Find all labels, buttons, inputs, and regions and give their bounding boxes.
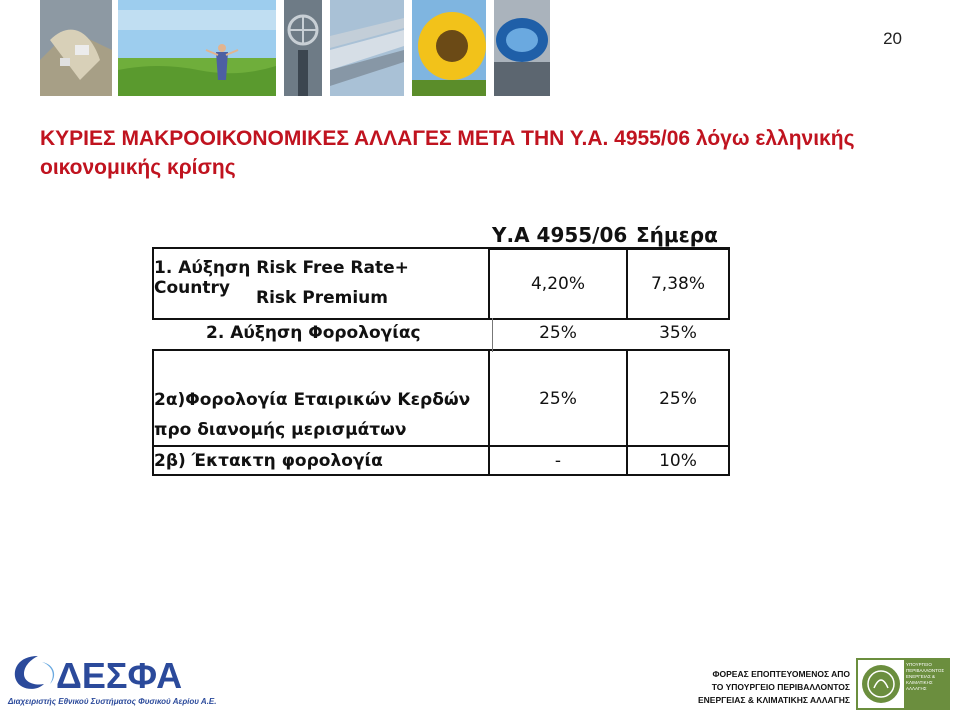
title-line-2: οικονομικής κρίσης bbox=[40, 156, 236, 179]
page-title bbox=[40, 124, 920, 182]
row-label: προ διανομής μερισμάτων bbox=[154, 420, 407, 440]
table-rule bbox=[728, 351, 730, 475]
aerial-facility-photo bbox=[40, 0, 112, 96]
table-rule bbox=[728, 247, 730, 319]
value-today: 25% bbox=[659, 389, 697, 409]
value-today: 7,38% bbox=[650, 274, 705, 294]
row-label: 2β) Έκτακτη φορολογία bbox=[154, 451, 383, 471]
column-header-ya: Υ.Α 4955/06 bbox=[492, 223, 628, 247]
sunflower-photo bbox=[412, 0, 486, 96]
value-ya: 4,20% bbox=[530, 274, 585, 294]
desfa-swirl-icon bbox=[15, 656, 44, 689]
table-rule bbox=[152, 349, 730, 351]
value-ya: 25% bbox=[539, 389, 577, 409]
row-label: 1. Αύξηση Risk Free Rate+ Country bbox=[154, 258, 409, 298]
valve-wheel-photo bbox=[284, 0, 322, 96]
pipelines-photo bbox=[330, 0, 404, 96]
gas-flame-burner-photo bbox=[494, 0, 550, 96]
supervisor-line-1: ΦΟΡΕΑΣ ΕΠΟΠΤΕΥΟΜΕΝΟΣ ΑΠΟ bbox=[712, 669, 850, 679]
column-header-today: Σήμερα bbox=[636, 223, 718, 247]
title-line-1: ΚΥΡΙΕΣ ΜΑΚΡΟΟΙΚΟΝΟΜΙΚΕΣ ΑΛΛΑΓΕΣ ΜΕΤΑ ΤΗΝ Υ.Α. 4955/06 λόγω ελληνικής bbox=[40, 127, 855, 150]
header-photo-strip bbox=[40, 0, 550, 96]
comparison-table bbox=[152, 223, 732, 483]
row-label: 2. Αύξηση Φορολογίας bbox=[206, 323, 421, 343]
person-in-field-photo bbox=[118, 0, 276, 96]
supervisor-line-2: ΤΟ ΥΠΟΥΡΓΕΙΟ ΠΕΡΙΒΑΛΛΟΝΤΟΣ bbox=[711, 682, 850, 692]
desfa-wordmark: ΔΕΣΦΑ bbox=[56, 655, 183, 696]
desfa-subtitle: Διαχειριστής Εθνικού Συστήματος Φυσικού Αερίου Α.Ε. bbox=[8, 697, 217, 706]
value-ya: - bbox=[554, 451, 562, 471]
table-rule bbox=[152, 318, 730, 320]
value-ya: 25% bbox=[539, 323, 577, 343]
row-label: Risk Premium bbox=[256, 288, 388, 308]
table-rule bbox=[152, 445, 730, 447]
value-today: 10% bbox=[659, 451, 697, 471]
table-rule bbox=[488, 249, 730, 250]
value-today: 35% bbox=[659, 323, 697, 343]
row-label: 2α)Φορολογία Εταιρικών Κερδών bbox=[154, 390, 471, 410]
ministry-logo-text: ΥΠΟΥΡΓΕΙΟ ΠΕΡΙΒΑΛΛΟΝΤΟΣ ΕΝΕΡΓΕΙΑΣ & ΚΛΙΜΑΤΙΚΗΣ ΑΛΛΑΓΗΣ bbox=[906, 662, 945, 691]
supervisor-text bbox=[650, 668, 850, 707]
supervisor-line-3: ΕΝΕΡΓΕΙΑΣ & ΚΛΙΜΑΤΙΚΗΣ ΑΛΛΑΓΗΣ bbox=[697, 695, 850, 705]
table-rule bbox=[152, 474, 730, 476]
page-number: 20 bbox=[883, 29, 902, 48]
